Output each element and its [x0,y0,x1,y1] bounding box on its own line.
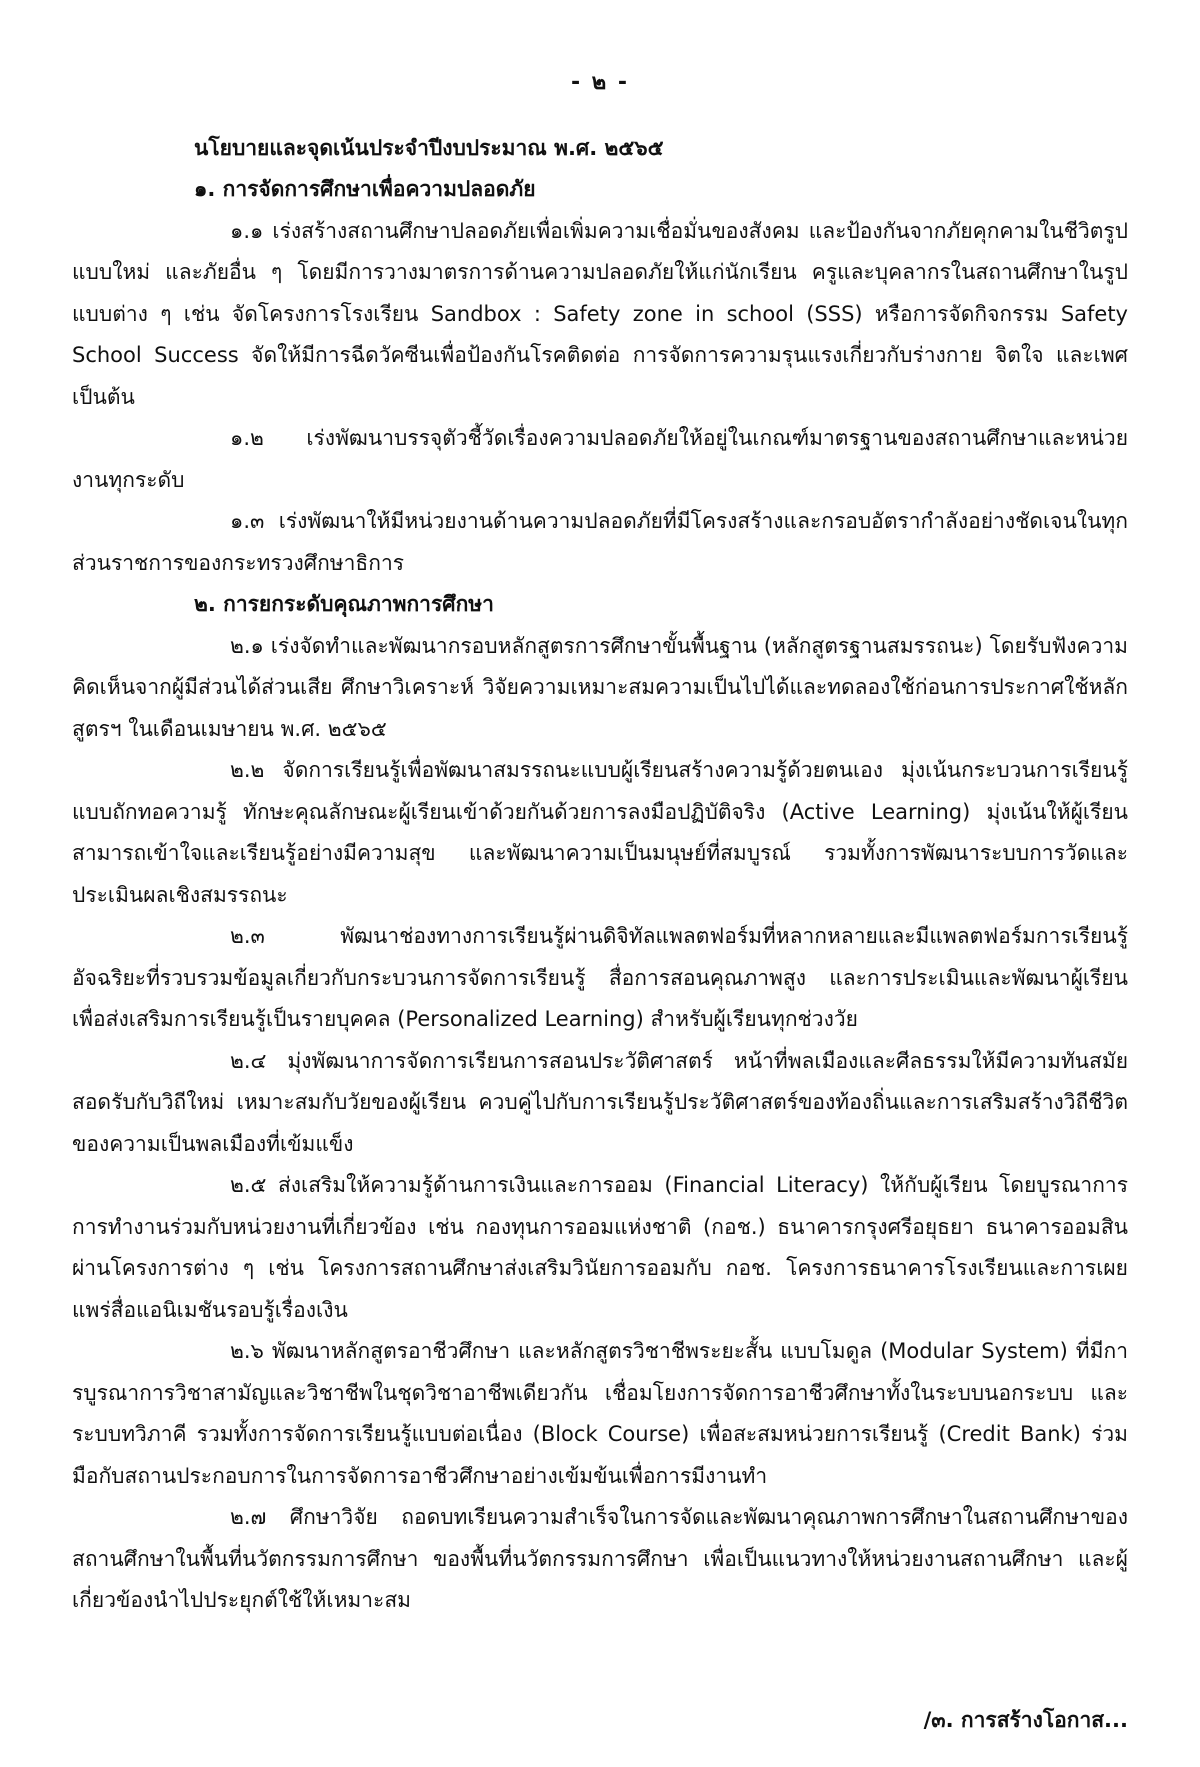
section-heading-quality: ๒. การยกระดับคุณภาพการศึกษา [194,592,494,616]
paragraph-2-7: ๒.๗ ศึกษาวิจัย ถอดบทเรียนความสำเร็จในการจัดและพัฒนาคุณภาพการศึกษาในสถานศึกษาของสถานศึกษาในพื้นที่นวัตกรรมการศึกษา ของพื้นที่นวัตกรรมการศึกษา เพื่อเป็นแนวทางให้หน่วยงานสถานศึกษา และผู้เกี่ยวข้องนำไปประยุกต์ใช้ให้เหมาะสม [72,1505,1128,1612]
paragraph-1-2: ๑.๒ เร่งพัฒนาบรรจุตัวชี้วัดเรื่องความปลอดภัยให้อยู่ในเกณฑ์มาตรฐานของสถานศึกษาและหน่วยงานทุกระดับ [72,426,1128,492]
paragraph-2-2: ๒.๒ จัดการเรียนรู้เพื่อพัฒนาสมรรถนะแบบผู้เรียนสร้างความรู้ด้วยตนเอง มุ่งเน้นกระบวนการเรียนรู้แบบถักทอความรู้ ทักษะคุณลักษณะผู้เรียนเข้าด้วยกันด้วยการลงมือปฏิบัติจริง (Active Learning) มุ่งเน้นให้ผู้เรียนสามารถเข้าใจและเรียนรู้อย่างมีความสุข และพัฒนาความเป็นมนุษย์ที่สมบูรณ์ รวมทั้งการพัฒนาระบบการวัดและประเมินผลเชิงสมรรถนะ [72,758,1128,907]
paragraph-1-3: ๑.๓ เร่งพัฒนาให้มีหน่วยงานด้านความปลอดภัยที่มีโครงสร้างและกรอบอัตรากำลังอย่างชัดเจนในทุกส่วนราชการของกระทรวงศึกษาธิการ [72,509,1128,575]
continuation-note: /๓. การสร้างโอกาส... [923,1708,1128,1732]
section-heading-safety: ๑. การจัดการศึกษาเพื่อความปลอดภัย [194,177,536,201]
paragraph-2-5: ๒.๕ ส่งเสริมให้ความรู้ด้านการเงินและการออม (Financial Literacy) ให้กับผู้เรียน โดยบูรณาการการทำงานร่วมกับหน่วยงานที่เกี่ยวข้อง เช่น กองทุนการออมแห่งชาติ (กอช.) ธนาคารกรุงศรีอยุธยา ธนาคารออมสิน ผ่านโครงการต่าง ๆ เช่น โครงการสถานศึกษาส่งเสริมวินัยการออมกับ กอช. โครงการธนาคารโรงเรียนและการเผยแพร่สื่อแอนิเมชันรอบรู้เรื่องเงิน [72,1173,1128,1322]
paragraph-2-4: ๒.๔ มุ่งพัฒนาการจัดการเรียนการสอนประวัติศาสตร์ หน้าที่พลเมืองและศีลธรรมให้มีความทันสมัยสอดรับกับวิถีใหม่ เหมาะสมกับวัยของผู้เรียน ควบคู่ไปกับการเรียนรู้ประวัติศาสตร์ของท้องถิ่นและการเสริมสร้างวิถีชีวิตของความเป็นพลเมืองที่เข้มแข็ง [72,1048,1128,1156]
paragraph-2-3: ๒.๓ พัฒนาช่องทางการเรียนรู้ผ่านดิจิทัลแพลตฟอร์มที่หลากหลายและมีแพลตฟอร์มการเรียนรู้อัจฉริยะที่รวบรวมข้อมูลเกี่ยวกับกระบวนการจัดการเรียนรู้ สื่อการสอนคุณภาพสูง และการประเมินและพัฒนาผู้เรียน เพื่อส่งเสริมการเรียนรู้เป็นรายบุคคล (Personalized Learning) สำหรับผู้เรียนทุกช่วงวัย [72,924,1128,1031]
paragraph-1-1: ๑.๑ เร่งสร้างสถานศึกษาปลอดภัยเพื่อเพิ่มความเชื่อมั่นของสังคม และป้องกันจากภัยคุกคามในชีวิตรูปแบบใหม่ และภัยอื่น ๆ โดยมีการวางมาตรการด้านความปลอดภัยให้แก่นักเรียน ครูและบุคลากรในสถานศึกษาในรูปแบบต่าง ๆ เช่น จัดโครงการโรงเรียน Sandbox : Safety zone in school (SSS) หรือการจัดกิจกรรม Safety School Success จัดให้มีการฉีดวัคซีนเพื่อป้องกันโรคติดต่อ การจัดการความรุนแรงเกี่ยวกับร่างกาย จิตใจ และเพศ เป็นต้น [72,218,1128,409]
paragraph-2-1: ๒.๑ เร่งจัดทำและพัฒนากรอบหลักสูตรการศึกษาขั้นพื้นฐาน (หลักสูตรฐานสมรรถนะ) โดยรับฟังความคิดเห็นจากผู้มีส่วนได้ส่วนเสีย ศึกษาวิเคราะห์ วิจัยความเหมาะสมความเป็นไปได้และทดลองใช้ก่อนการประกาศใช้หลักสูตรฯ ในเดือนเมษายน พ.ศ. ๒๕๖๕ [72,633,1128,741]
page-number: - ๒ - [570,70,630,95]
policy-title: นโยบายและจุดเน้นประจำปีงบประมาณ พ.ศ. ๒๕๖๕ [194,135,664,160]
paragraph-2-6: ๒.๖ พัฒนาหลักสูตรอาชีวศึกษา และหลักสูตรวิชาชีพระยะสั้น แบบโมดูล (Modular System) ที่มีการบูรณาการวิชาสามัญและวิชาชีพในชุดวิชาอาชีพเดียวกัน เชื่อมโยงการจัดการอาชีวศึกษาทั้งในระบบนอกระบบ และระบบทวิภาคี รวมทั้งการจัดการเรียนรู้แบบต่อเนื่อง (Block Course) เพื่อสะสมหน่วยการเรียนรู้ (Credit Bank) ร่วมมือกับสถานประกอบการในการจัดการอาชีวศึกษาอย่างเข้มข้นเพื่อการมีงานทำ [72,1339,1128,1488]
